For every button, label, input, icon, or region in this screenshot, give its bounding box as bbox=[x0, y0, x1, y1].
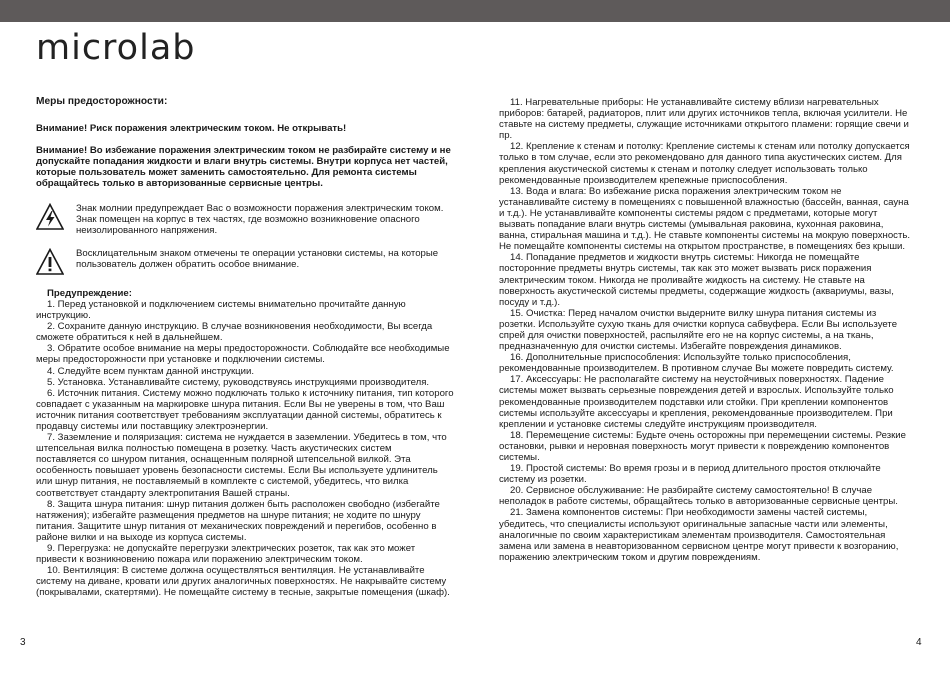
page-number-left: 3 bbox=[20, 637, 26, 648]
list-item: 6. Источник питания. Систему можно подключать только к источнику питания, тип которого совпадает с указанным на маркировке шнура питания. Если Вы не уверены в том, что Ваш источник питания соответствует требованиям эксплуатации данной системы, обратитесь к продавцу системы или поставщику электроэнергии. bbox=[36, 387, 454, 432]
disassembly-warning: Внимание! Во избежание поражения электрическим током не разбирайте систему и не допускайте попадания жидкости и влаги внутрь системы. Внутри корпуса нет частей, которые пользователь может заменить самостоятельно. Для ремонта системы обращайтесь только в авторизованные сервисные центры. bbox=[36, 145, 451, 190]
exclamation-symbol-text: Восклицательным знаком отмечены те операции установки системы, на которые пользователь должен обратить особое внимание. bbox=[76, 247, 439, 270]
list-item: 2. Сохраните данную инструкцию. В случае возникновения необходимости, Вы всегда сможете обратиться к ней в дальнейшем. bbox=[36, 321, 433, 344]
list-item: 4. Следуйте всем пунктам данной инструкции. bbox=[47, 365, 255, 377]
list-item: 20. Сервисное обслуживание: Не разбирайте систему самостоятельно! В случае неполадок в работе системы, обращайтесь только в авторизованные сервисные центры. bbox=[499, 485, 898, 508]
list-item: 16. Дополнительные приспособления: Используйте только приспособления, рекомендованные производителем. В противном случае Вы можете повредить систему. bbox=[499, 352, 894, 375]
caution-heading: Предупреждение: bbox=[47, 287, 132, 299]
list-item: 15. Очистка: Перед началом очистки выдерните вилку шнура питания системы из розетки. Используйте сухую ткань для очистки корпуса сабвуфера. Если Вы используете спрей для очистки поверхностей, распыляйте его не на корпус системы, а на ткань, предназначенную для очистки системы. Избегайте повреждения динамиков. bbox=[499, 307, 898, 353]
exclamation-symbol-note bbox=[36, 248, 454, 276]
list-item: 14. Попадание предметов и жидкости внутрь системы: Никогда не помещайте посторонние предметы внутрь системы, так как это может вызвать риск поражения электрическим током. Никогда не проливайте жидкость на систему. Не ставьте на поверхность акустической системы предметы, содержащие жидкость (аквариумы, вазы, посуду и т.д.). bbox=[499, 252, 894, 308]
shock-warning: Внимание! Риск поражения электрическим током. Не открывать! bbox=[36, 123, 347, 135]
page-number-right: 4 bbox=[916, 637, 922, 648]
list-item: 13. Вода и влага: Во избежание риска поражения электрическим током не устанавливайте систему в помещениях с повышенной влажностью (бассейн, ванная, сауна и т.д.). Не устанавливайте компоненты системы рядом с предметами, которые могут вызвать попадание влаги внутрь системы (умывальная раковина, кухонная раковина, ванна, стиральная машина и т.д.). Не ставьте компоненты системы на мокрую поверхность. Не помещайте компоненты системы на открытом пространстве, в помещениях без крыши. bbox=[499, 185, 911, 253]
list-item: 17. Аксессуары: Не располагайте систему на неустойчивых поверхностях. Падение системы может вызвать серьезные повреждения детей и взрослых. Используйте только рекомендованные производителем подставки или стойки. При креплении компонентов системы используйте аксессуары и крепления, рекомендованные производителем. При креплении и установке системы следуйте инструкциям производителя. bbox=[499, 374, 894, 430]
exclamation-warning-icon bbox=[36, 248, 64, 276]
left-page bbox=[36, 96, 454, 598]
list-item: 3. Обратите особое внимание на меры предосторожности. Соблюдайте все необходимые меры предосторожности при установке и подключении системы. bbox=[36, 343, 450, 366]
top-bar bbox=[0, 0, 950, 22]
list-item: 8. Защита шнура питания: шнур питания должен быть расположен свободно (избегайте натяжения); избегайте размещения предметов на шнуре питания; не ходите по шнуру питания. Защитите шнур питания от механических повреждений и перегибов, особенно в районе вилки и на выходе из корпуса системы. bbox=[36, 498, 440, 543]
list-item: 19. Простой системы: Во время грозы и в период длительного простоя отключайте систему из розетки. bbox=[499, 463, 881, 486]
lightning-warning-icon bbox=[36, 203, 64, 231]
lightning-symbol-text: Знак молнии предупреждает Вас о возможности поражения электрическим током. Знак помещен на корпус в тех частях, где возможно возникновение опасного неизолированного напряжения. bbox=[76, 202, 444, 236]
list-item: 5. Установка. Устанавливайте систему, руководствуясь инструкциями производителя. bbox=[47, 376, 430, 388]
right-page bbox=[499, 97, 913, 563]
brand-logo: microlab bbox=[36, 28, 196, 68]
lightning-symbol-note bbox=[36, 203, 454, 236]
list-item: 7. Заземление и поляризация: система не нуждается в заземлении. Убедитесь в том, что штепсельная вилка полностью помещена в розетку. Часть акустических систем поставляется со шнуром питания, оснащенным полярной штепсельной вилкой. Эта особенность повышает уровень безопасности системы. Если Вы используете удлинитель или шнур питания, не поставляемый в комплекте с системой, убедитесь, что вилка соответствует стандарту электропитания Вашей страны. bbox=[36, 432, 447, 499]
list-item: 1. Перед установкой и подключением системы внимательно прочитайте данную инструкцию. bbox=[36, 298, 406, 322]
list-item: 18. Перемещение системы: Будьте очень осторожны при перемещении системы. Резкие остановки, рывки и неровная поверхность могут привести к повреждению компонентов системы. bbox=[499, 429, 907, 463]
list-item: 21. Замена компонентов системы: При необходимости замены частей системы, убедитесь, что специалисты используют оригинальные запасные части или элементы, аналогичные по своим характеристикам элементам производителя. Самостоятельная замена или замена в неавторизованном сервисном центре могут привести к возгоранию, поражению электрическим током и другим повреждениям. bbox=[499, 507, 899, 563]
list-item: 11. Нагревательные приборы: Не устанавливайте систему вблизи нагревательных приборов: батарей, радиаторов, плит или других источников тепла, включая усилители. Не ставьте на систему предметы, служащие источниками открытого пламени: горящие свечи и пр. bbox=[499, 97, 909, 142]
safety-heading: Меры предосторожности: bbox=[36, 96, 168, 107]
list-item: 12. Крепление к стенам и потолку: Крепление системы к стенам или потолку допускается только в том случае, если это рекомендовано для данного типа акустических систем. Для крепления акустической системы к стенам и потолку следует использовать только рекомендованные производителем крепежные приспособления. bbox=[499, 141, 910, 186]
list-item: 9. Перегрузка: не допускайте перегрузки электрических розеток, так как это может привести к возникновению пожара или поражению электрическим током. bbox=[36, 543, 416, 566]
list-item: 10. Вентиляция: В системе должна осуществляться вентиляция. Не устанавливайте систему на диване, кровати или других аналогичных поверхностях. Не накрывайте систему (покрывалами, скатертями). Не помещайте систему в тесные, закрытые помещения (шкаф). bbox=[36, 565, 450, 599]
